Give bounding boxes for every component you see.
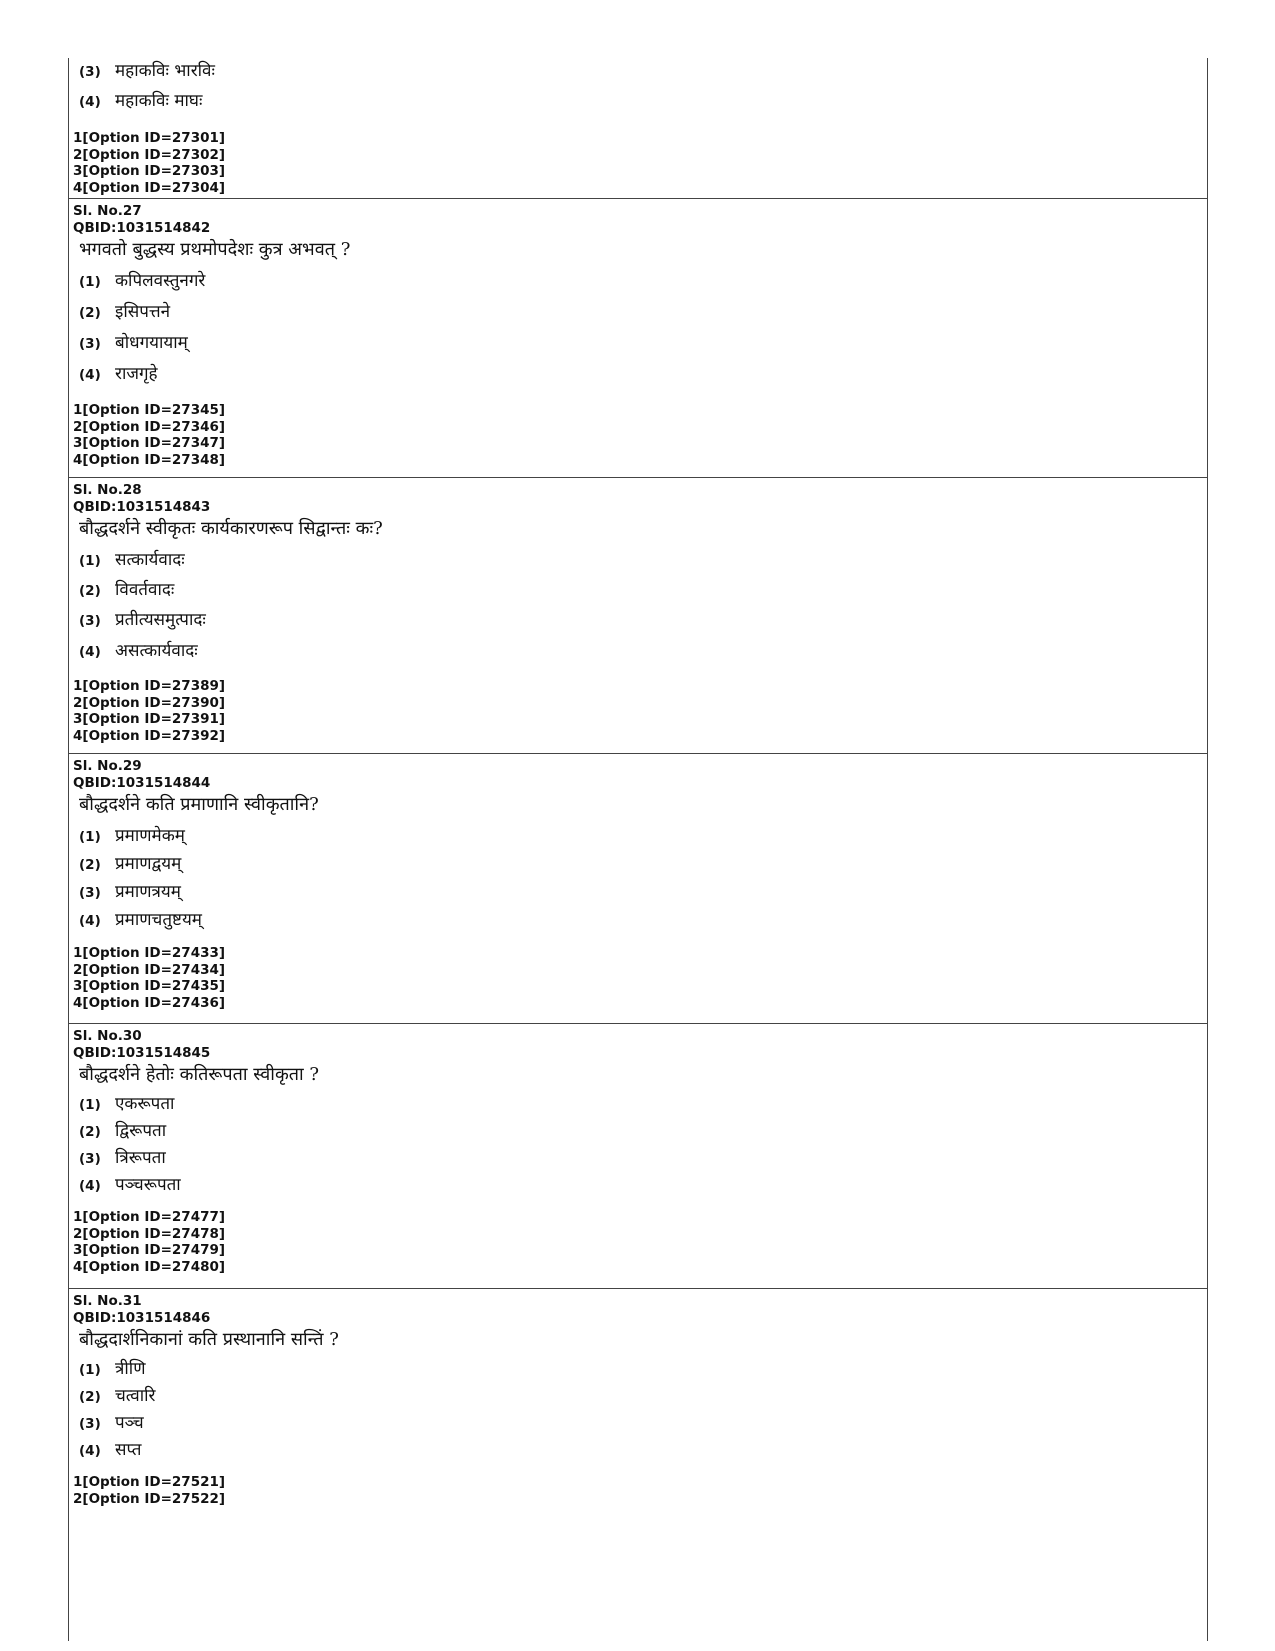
serial-number: Sl. No.27 [73, 203, 142, 219]
option-row [69, 1383, 1207, 1410]
option-id-list [69, 402, 1207, 468]
option-text: चत्वारि [115, 1386, 156, 1406]
option-id: 2[Option ID=27390] [73, 694, 226, 711]
option-row [69, 1410, 1207, 1437]
option-text: सप्त [115, 1440, 142, 1460]
option-text: द्विरूपता [115, 1121, 167, 1141]
question-text: बौद्धदर्शने स्वीकृतः कार्यकारणरूप सिद्वान्तः कः? [79, 518, 383, 539]
option-row [69, 1145, 1207, 1172]
option-number: (3) [79, 613, 101, 629]
option-id: 1[Option ID=27433] [73, 945, 226, 961]
option-number: (2) [79, 857, 101, 873]
option-id: 1[Option ID=27345] [73, 402, 226, 418]
option-row [69, 88, 1207, 130]
option-id: 2[Option ID=27478] [73, 1225, 226, 1242]
option-text: राजगृहे [115, 364, 158, 384]
option-number: (1) [79, 274, 101, 290]
option-number: (2) [79, 1124, 101, 1140]
option-text: बोधगयायाम् [115, 333, 188, 353]
question-bank-id: QBID:1031514845 [73, 1044, 211, 1061]
question-block [69, 1024, 1207, 1289]
option-id: 3[Option ID=27479] [73, 1242, 226, 1258]
option-id-list [69, 1474, 1207, 1507]
question-bank-id: QBID:1031514844 [73, 774, 211, 791]
option-id: 3[Option ID=27347] [73, 435, 226, 451]
option-number: (3) [79, 885, 101, 901]
option-number: (1) [79, 1362, 101, 1378]
serial-number: Sl. No.29 [73, 758, 142, 774]
option-id: 4[Option ID=27304] [73, 179, 226, 196]
option-text: प्रमाणत्रयम् [115, 882, 181, 902]
option-row [69, 547, 1207, 577]
option-number: (2) [79, 305, 101, 321]
option-number: (4) [79, 913, 101, 929]
option-row [69, 1091, 1207, 1118]
question-bank-id: QBID:1031514843 [73, 498, 211, 515]
question-bank-id: QBID:1031514846 [73, 1309, 211, 1326]
option-row [69, 299, 1207, 330]
option-text: त्रिरूपता [115, 1148, 166, 1168]
option-id: 3[Option ID=27435] [73, 978, 226, 994]
option-row [69, 851, 1207, 879]
option-id: 1[Option ID=27301] [73, 130, 226, 146]
option-id: 3[Option ID=27303] [73, 163, 226, 179]
option-text: एकरूपता [115, 1094, 175, 1114]
option-row [69, 330, 1207, 361]
question-block [69, 478, 1207, 754]
option-row [69, 577, 1207, 607]
option-number: (3) [79, 1151, 101, 1167]
option-number: (4) [79, 94, 101, 110]
serial-number: Sl. No.30 [73, 1028, 142, 1044]
option-number: (2) [79, 583, 101, 599]
option-id: 2[Option ID=27302] [73, 146, 226, 163]
question-text: बौद्धदर्शने हेतोः कतिरूपता स्वीकृता ? [79, 1064, 320, 1085]
question-block [69, 754, 1207, 1024]
option-id-list [69, 130, 1207, 196]
option-text: प्रतीत्यसमुत्पादः [115, 610, 206, 630]
option-id-list [69, 678, 1207, 744]
option-text: विवर्तवादः [115, 580, 175, 600]
option-number: (1) [79, 553, 101, 569]
option-row [69, 1172, 1207, 1209]
option-row [69, 1118, 1207, 1145]
option-number: (2) [79, 1389, 101, 1405]
question-block-continued [69, 58, 1207, 199]
question-text: भगवतो बुद्धस्य प्रथमोपदेशः कुत्र अभवत् ? [79, 239, 351, 260]
question-block [69, 1289, 1207, 1529]
option-text: सत्कार्यवादः [115, 550, 185, 570]
option-text: प्रमाणचतुष्टयम् [115, 910, 202, 930]
option-number: (3) [79, 64, 101, 80]
option-id: 4[Option ID=27392] [73, 727, 226, 744]
option-id: 2[Option ID=27346] [73, 418, 226, 435]
option-number: (4) [79, 644, 101, 660]
question-text: बौद्धदर्शने कति प्रमाणानि स्वीकृतानि? [79, 794, 319, 815]
option-text: त्रीणि [115, 1359, 146, 1379]
option-number: (4) [79, 1443, 101, 1459]
option-row [69, 907, 1207, 945]
option-row [69, 1437, 1207, 1474]
question-block [69, 199, 1207, 478]
option-row [69, 823, 1207, 851]
option-text: पञ्चरूपता [115, 1175, 181, 1195]
option-id: 4[Option ID=27348] [73, 451, 226, 468]
option-id: 3[Option ID=27391] [73, 711, 226, 727]
option-id: 2[Option ID=27522] [73, 1490, 226, 1507]
option-text: महाकविः माघः [115, 91, 203, 111]
question-sheet [68, 58, 1208, 1641]
option-id: 2[Option ID=27434] [73, 961, 226, 978]
option-text: पञ्च [115, 1413, 144, 1433]
option-number: (1) [79, 1097, 101, 1113]
option-number: (4) [79, 367, 101, 383]
question-bank-id: QBID:1031514842 [73, 219, 211, 236]
option-text: कपिलवस्तुनगरे [115, 271, 206, 291]
option-text: प्रमाणद्वयम् [115, 854, 182, 874]
option-row [69, 361, 1207, 402]
option-row [69, 58, 1207, 88]
option-text: इसिपत्तने [115, 302, 171, 322]
option-text: महाकविः भारविः [115, 61, 215, 81]
question-text: बौद्धदार्शनिकानां कति प्रस्थानानि सन्तिं ? [79, 1329, 339, 1350]
serial-number: Sl. No.28 [73, 482, 142, 498]
option-row [69, 1356, 1207, 1383]
option-row [69, 638, 1207, 678]
option-number: (1) [79, 829, 101, 845]
option-id: 1[Option ID=27477] [73, 1209, 226, 1225]
option-id: 1[Option ID=27521] [73, 1474, 226, 1490]
option-number: (4) [79, 1178, 101, 1194]
option-number: (3) [79, 336, 101, 352]
option-row [69, 607, 1207, 638]
option-row [69, 268, 1207, 299]
option-id: 4[Option ID=27436] [73, 994, 226, 1011]
option-id-list [69, 1209, 1207, 1275]
option-number: (3) [79, 1416, 101, 1432]
option-id: 1[Option ID=27389] [73, 678, 226, 694]
option-id: 4[Option ID=27480] [73, 1258, 226, 1275]
serial-number: Sl. No.31 [73, 1293, 142, 1309]
option-id-list [69, 945, 1207, 1011]
option-text: प्रमाणमेकम् [115, 826, 185, 846]
option-row [69, 879, 1207, 907]
option-text: असत्कार्यवादः [115, 641, 198, 661]
